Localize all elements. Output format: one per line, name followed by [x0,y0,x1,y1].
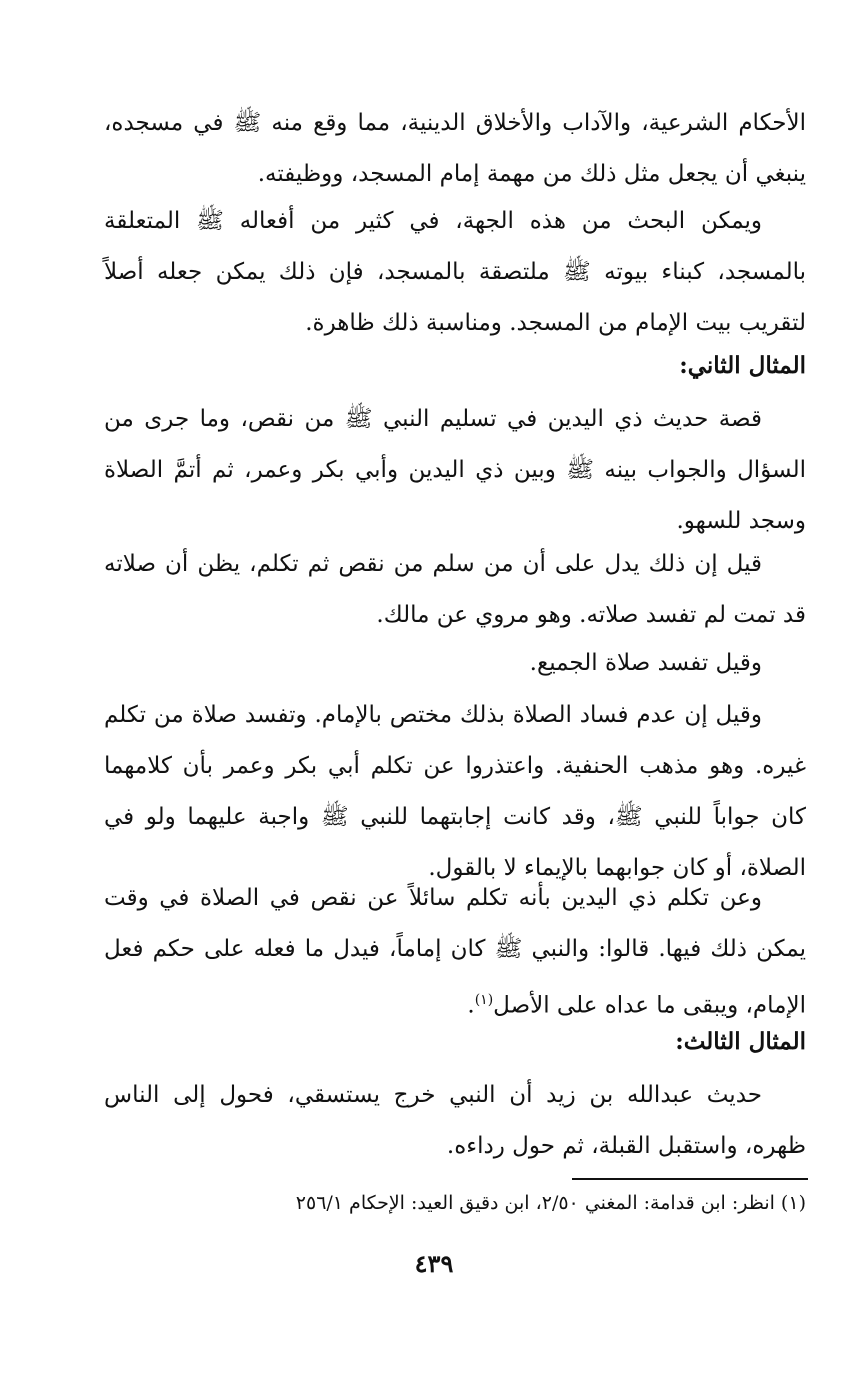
paragraph-dhul-yadayn-story: قصة حديث ذي اليدين في تسليم النبي ﷺ من نقص، وما جرى من السؤال والجواب بينه ﷺ وبين ذي اليدين وأبي بكر وعمر، ثم أتمَّ الصلاة وسجد للسهو. [104,406,806,534]
paragraph-istisqa-hadith: حديث عبدالله بن زيد أن النبي خرج يستسقي، فحول إلى الناس ظهره، واستقبل القبلة، ثم حول رداءه. [104,1082,806,1159]
footnote: (١) انظر: ابن قدامة: المغني ٢/٥٠، ابن دقيق العيد: الإحكام ٢٥٦/١ [295,1192,806,1214]
paragraph-first-opinion: قيل إن ذلك يدل على أن من سلم من نقص ثم تكلم، يظن أن صلاته قد تمت لم تفسد صلاته. وهو مروي عن مالك. [104,551,806,628]
paragraph-dhul-yadayn-speech: وعن تكلم ذي اليدين بأنه تكلم سائلاً عن نقص في الصلاة في وقت يمكن ذلك فيها. قالوا: والنبي ﷺ كان إماماً، فيدل ما فعله على حكم فعل الإمام، ويبقى ما عداه على الأصل$^{(١)}$. [104,885,806,1019]
paragraph-continuation: الأحكام الشرعية، والآداب والأخلاق الدينية، مما وقع منه ﷺ في مسجده، ينبغي أن يجعل مثل ذلك من مهمة إمام المسجد، ووظيفته. [104,110,806,187]
paragraph-second-opinion: وقيل تفسد صلاة الجميع. [529,650,762,676]
paragraph-mosque-acts: ويمكن البحث من هذه الجهة، في كثير من أفعاله ﷺ المتعلقة بالمسجد، كبناء بيوته ﷺ ملتصقة بالمسجد، فإن ذلك يمكن جعله أصلاً لتقريب بيت الإمام من المسجد. ومناسبة ذلك ظاهرة. [104,208,806,336]
heading-example-three: المثال الثالث: [675,1028,806,1055]
paragraph-dhul-yadayn-speech-text: وعن تكلم ذي اليدين بأنه تكلم سائلاً عن نقص في الصلاة في وقت يمكن ذلك فيها. قالوا: والنبي ﷺ كان إماماً، فيدل ما فعله على حكم فعل الإمام، ويبقى ما عداه على الأصل [104,885,806,1019]
footnote-marker: (١) [474,992,494,1008]
paragraph-third-opinion: وقيل إن عدم فساد الصلاة بذلك مختص بالإمام. وتفسد صلاة من تكلم غيره. وهو مذهب الحنفية. واعتذروا عن تكلم أبي بكر وعمر بأن كلامهما كان جواباً للنبي ﷺ، وقد كانت إجابتهما للنبي ﷺ واجبة عليهما ولو في الصلاة، أو كان جوابهما بالإيماء لا بالقول. [104,702,806,881]
footnote-divider [572,1178,808,1180]
heading-example-two: المثال الثاني: [679,352,806,379]
page-number: ٤٣٩ [414,1249,454,1278]
